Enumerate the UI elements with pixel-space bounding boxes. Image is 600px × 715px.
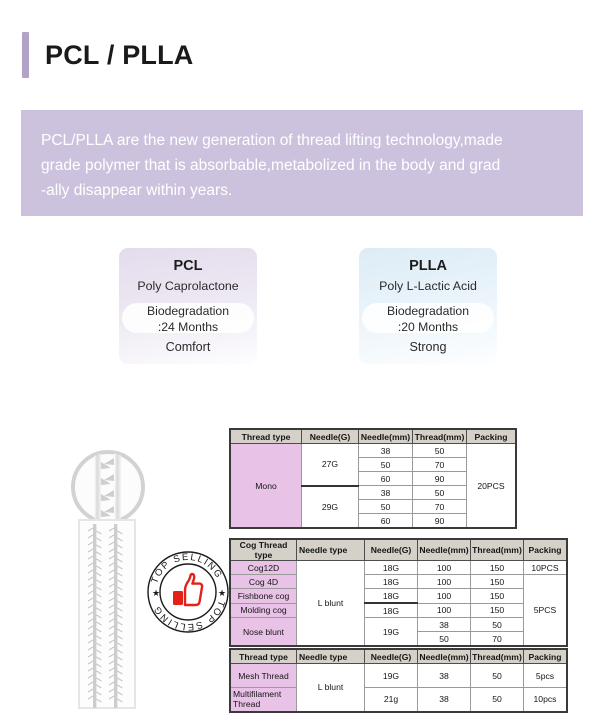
table-row xyxy=(230,589,567,604)
table-row xyxy=(230,649,567,664)
cell-needle-g: 19G xyxy=(365,618,418,647)
banner-line-3: -ally disappear within years. xyxy=(41,182,233,199)
table-row xyxy=(230,603,567,618)
cell-thread-mm: 70 xyxy=(413,500,467,514)
cell-needle-mm: 60 xyxy=(359,472,413,486)
th-needle-type: Needle type xyxy=(297,539,365,561)
cell-thread-mm: 90 xyxy=(413,514,467,529)
th-needle-g: Needle(G) xyxy=(365,649,418,664)
th-needle-mm: Needle(mm) xyxy=(359,429,413,444)
card-pcl-bio-value: :24 Months xyxy=(157,320,219,334)
table-row xyxy=(230,618,567,632)
table-cog xyxy=(229,538,568,647)
cell-needle-g: 29G xyxy=(302,486,359,529)
card-pcl xyxy=(119,248,257,364)
cell-needle-mm: 100 xyxy=(418,589,471,604)
card-pcl-subtitle: Poly Caprolactone xyxy=(137,279,239,293)
badge-star-right: ★ xyxy=(218,588,227,598)
cell-needle-g: 18G xyxy=(365,603,418,618)
description-banner xyxy=(21,110,583,216)
cell-needle-type: L blunt xyxy=(297,561,365,647)
cell-needle-g: 18G xyxy=(365,589,418,604)
cell-thread-mm: 90 xyxy=(413,472,467,486)
table-row xyxy=(230,539,567,561)
cell-thread-mm: 50 xyxy=(471,664,524,688)
banner-line-2: grade polymer that is absorbable,metabolized in the body and grad xyxy=(41,157,501,174)
cell-needle-mm: 38 xyxy=(359,486,413,500)
cell-needle-type: L blunt xyxy=(297,664,365,712)
badge-text-top: TOP SELLING xyxy=(149,551,225,586)
cell-thread-type: Multifilament Thread xyxy=(230,688,297,712)
cell-needle-g: 21g xyxy=(365,688,418,712)
table-mono xyxy=(229,428,517,529)
th-needle-g: Needle(G) xyxy=(302,429,359,444)
card-plla-name: PLLA xyxy=(409,258,447,274)
cell-thread-mm: 50 xyxy=(471,688,524,712)
cell-thread-mm: 50 xyxy=(413,444,467,458)
cell-needle-mm: 100 xyxy=(418,561,471,575)
cell-thread-type: Mono xyxy=(230,444,302,529)
table-row xyxy=(230,664,567,688)
th-needle-mm: Needle(mm) xyxy=(418,539,471,561)
cell-needle-mm: 38 xyxy=(418,618,471,632)
th-needle-mm: Needle(mm) xyxy=(418,649,471,664)
card-plla-bio-label: Biodegradation xyxy=(387,304,469,318)
title-accent-bar xyxy=(22,32,29,78)
cell-thread-type: Nose blunt xyxy=(230,618,297,647)
cell-thread-type: Fishbone cog xyxy=(230,589,297,604)
cell-needle-mm: 60 xyxy=(359,514,413,529)
banner-line-1: PCL/PLLA are the new generation of thread lifting technology,made xyxy=(41,132,503,149)
cell-thread-mm: 70 xyxy=(471,632,524,647)
top-selling-badge xyxy=(146,550,230,634)
card-pcl-name: PCL xyxy=(173,258,203,274)
cell-packing: 10pcs xyxy=(524,688,568,712)
cell-needle-mm: 50 xyxy=(359,458,413,472)
cell-packing: 5pcs xyxy=(524,664,568,688)
badge-star-left: ★ xyxy=(152,588,161,598)
card-plla-bio-value: :20 Months xyxy=(397,320,459,334)
card-plla-feature: Strong xyxy=(409,340,447,354)
cell-thread-type: Molding cog xyxy=(230,603,297,618)
th-thread-type: Thread type xyxy=(230,429,302,444)
th-thread-type: Thread type xyxy=(230,649,297,664)
table-row xyxy=(230,575,567,589)
cell-thread-type: Cog 4D xyxy=(230,575,297,589)
cell-thread-mm: 150 xyxy=(471,575,524,589)
cell-needle-g: 18G xyxy=(365,575,418,589)
cell-packing: 10PCS xyxy=(524,561,568,575)
cell-needle-mm: 100 xyxy=(418,603,471,618)
cell-thread-mm: 50 xyxy=(413,486,467,500)
th-cog-thread-type: Cog Thread type xyxy=(230,539,297,561)
cell-needle-mm: 38 xyxy=(418,688,471,712)
cell-thread-type: Cog12D xyxy=(230,561,297,575)
th-packing: Packing xyxy=(524,539,568,561)
cell-needle-mm: 50 xyxy=(359,500,413,514)
cell-needle-mm: 38 xyxy=(418,664,471,688)
th-thread-mm: Thread(mm) xyxy=(471,649,524,664)
th-packing: Packing xyxy=(524,649,568,664)
card-pcl-bio-label: Biodegradation xyxy=(147,304,229,318)
cell-needle-mm: 50 xyxy=(418,632,471,647)
table-row xyxy=(230,688,567,712)
cell-needle-g: 19G xyxy=(365,664,418,688)
cell-needle-mm: 38 xyxy=(359,444,413,458)
card-plla xyxy=(359,248,497,364)
cell-thread-mm: 150 xyxy=(471,603,524,618)
badge-text-bottom: TOP SELLING xyxy=(151,598,227,633)
table-row xyxy=(230,444,516,458)
thread-illustration xyxy=(58,432,154,710)
th-packing: Packing xyxy=(467,429,517,444)
product-thread-image xyxy=(58,432,154,710)
cell-thread-type: Mesh Thread xyxy=(230,664,297,688)
table-row xyxy=(230,429,516,444)
cell-thread-mm: 50 xyxy=(471,618,524,632)
th-thread-mm: Thread(mm) xyxy=(471,539,524,561)
cell-needle-g: 18G xyxy=(365,561,418,575)
card-plla-subtitle: Poly L-Lactic Acid xyxy=(379,279,477,293)
th-thread-mm: Thread(mm) xyxy=(413,429,467,444)
page-title-text: PCL / PLLA xyxy=(45,39,194,70)
th-needle-type: Needle type xyxy=(297,649,365,664)
cell-packing: 20PCS xyxy=(467,444,517,529)
table-row xyxy=(230,561,567,575)
page-title xyxy=(22,32,194,78)
th-needle-g: Needle(G) xyxy=(365,539,418,561)
cell-thread-mm: 150 xyxy=(471,561,524,575)
table-mesh xyxy=(229,648,568,713)
cell-thread-mm: 70 xyxy=(413,458,467,472)
cell-needle-g: 27G xyxy=(302,444,359,486)
cell-thread-mm: 150 xyxy=(471,589,524,604)
material-comparison xyxy=(0,248,600,368)
card-pcl-feature: Comfort xyxy=(165,340,211,354)
cell-needle-mm: 100 xyxy=(418,575,471,589)
thumbs-up-icon xyxy=(173,574,202,605)
cell-packing: 5PCS xyxy=(524,575,568,647)
